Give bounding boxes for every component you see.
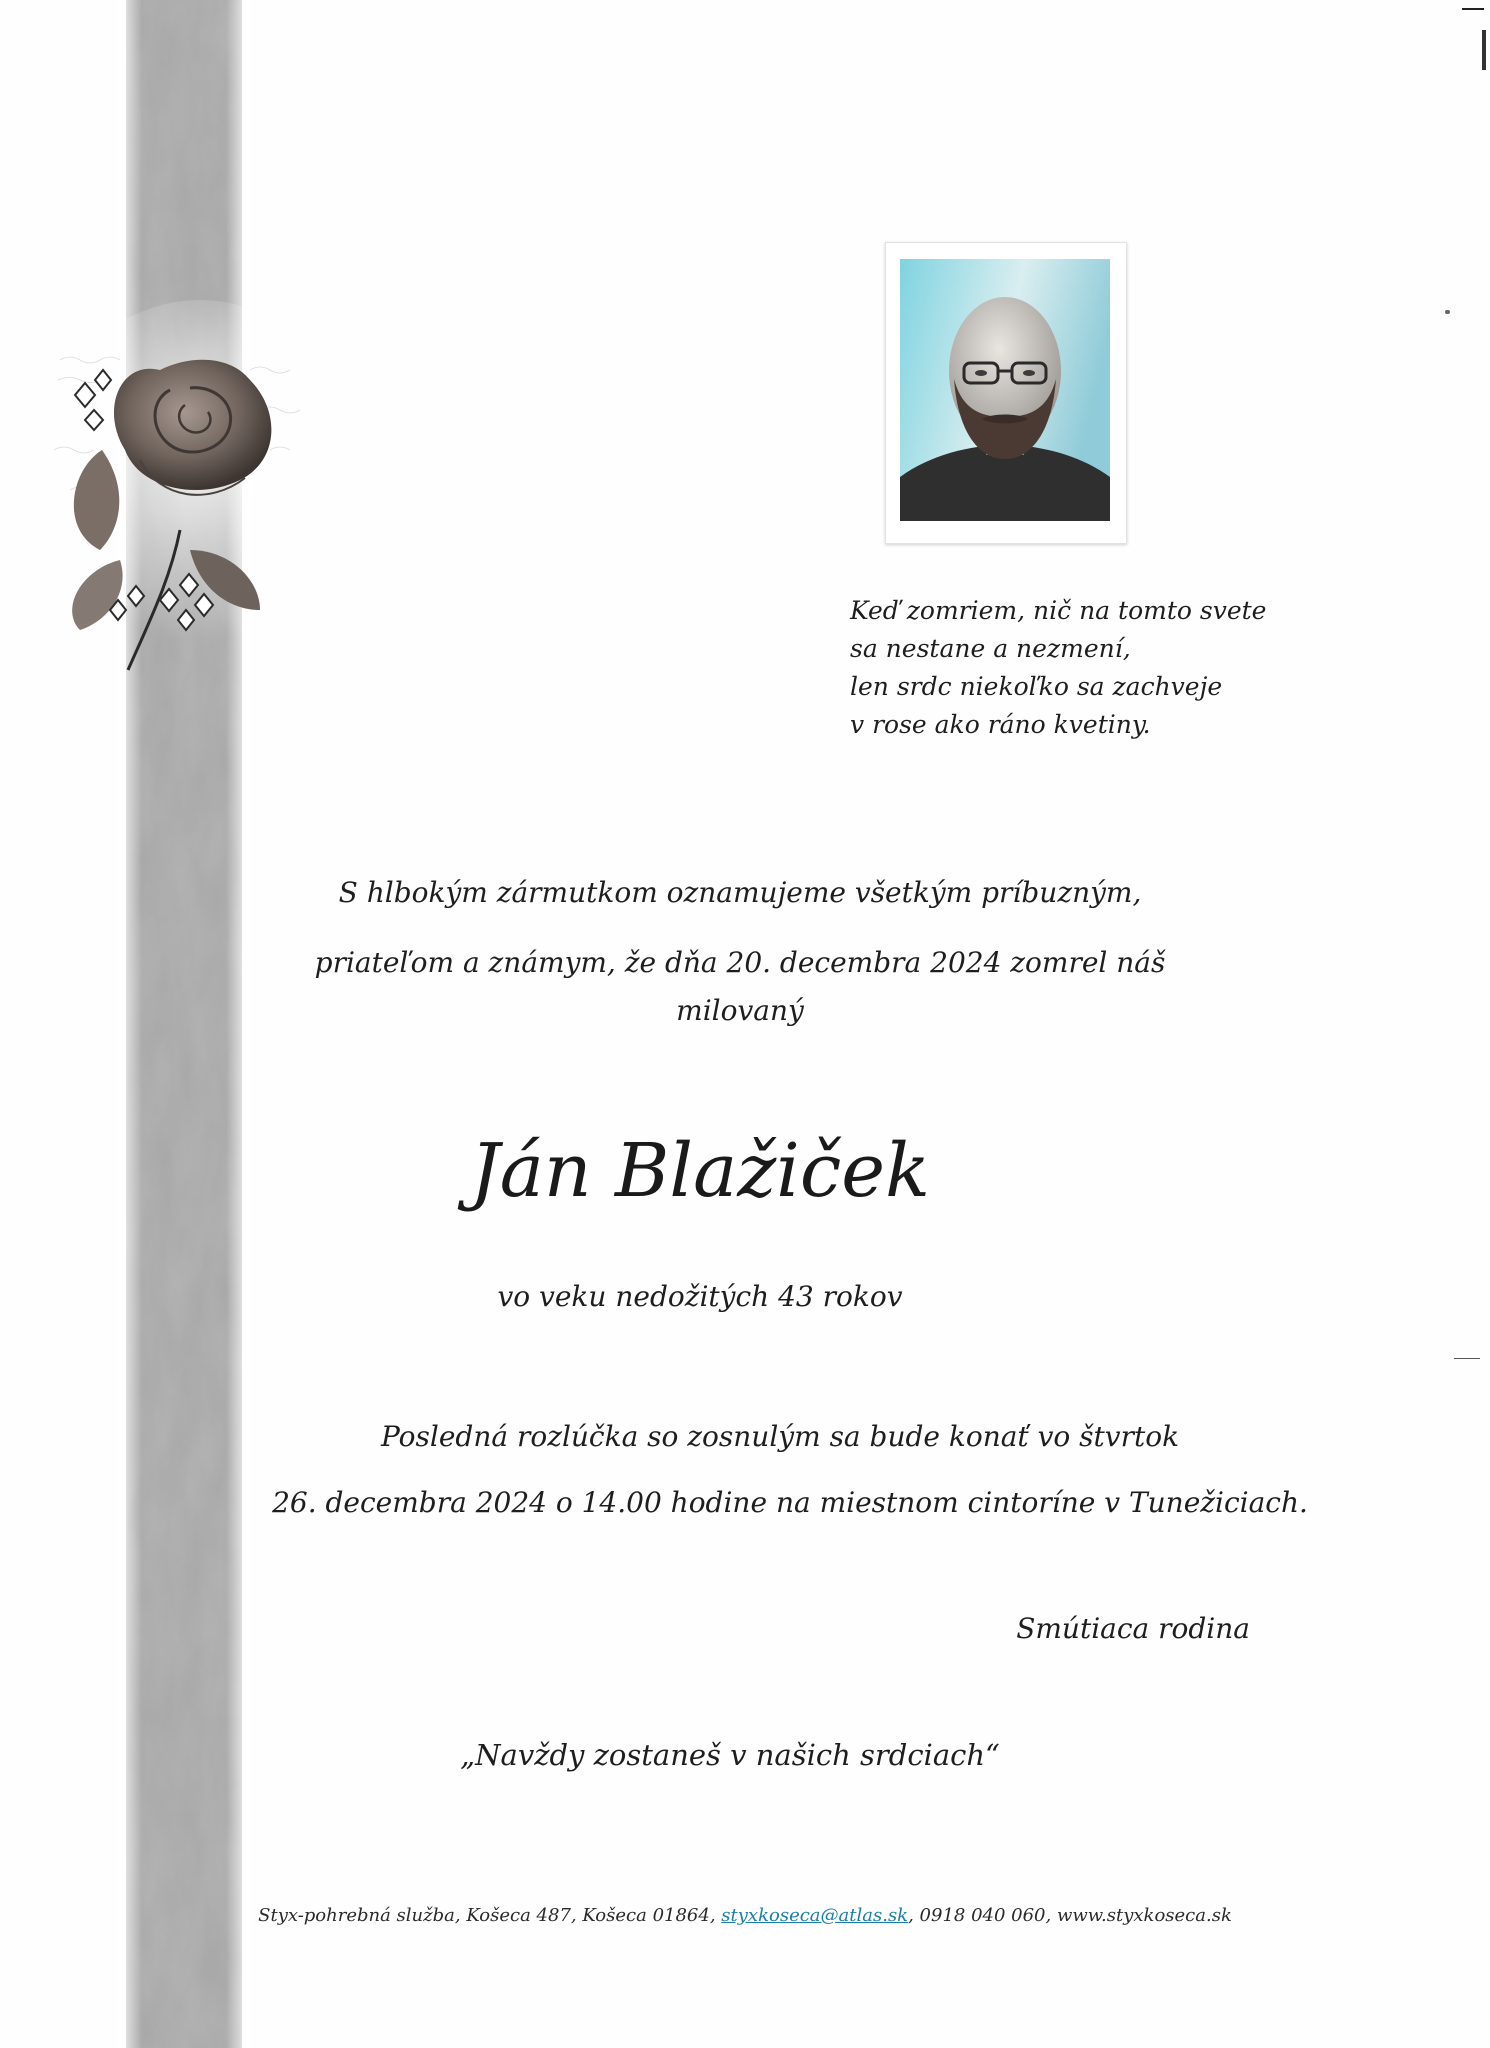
announcement-line: milovaný: [676, 994, 804, 1027]
poem-line: len srdc niekoľko sa zachveje: [850, 672, 1223, 701]
poem-line: v rose ako ráno kvetiny.: [850, 710, 1151, 739]
footer-suffix: , 0918 040 060, www.styxkoseca.sk: [908, 1905, 1232, 1926]
funeral-info-line: Posledná rozlúčka so zosnulým sa bude konať vo štvrtok: [380, 1420, 1180, 1453]
funeral-info-line: 26. decembra 2024 o 14.00 hodine na miestnom cintoríne v Tunežiciach.: [272, 1486, 1308, 1519]
scan-edge-mark: [1454, 1358, 1480, 1359]
scan-edge-mark: [1462, 8, 1484, 10]
portrait-photo-icon: [900, 259, 1110, 521]
announcement-line: S hlbokým zármutkom oznamujeme všetkým príbuzným,: [338, 876, 1142, 909]
deceased-name: Ján Blažiček: [470, 1128, 930, 1214]
footer-prefix: Styx-pohrebná služba, Košeca 487, Košeca 01864,: [258, 1905, 716, 1926]
announcement-line: priateľom a známym, že dňa 20. decembra 2024 zomrel náš: [314, 946, 1166, 979]
poem-line: Keď zomriem, nič na tomto svete: [850, 596, 1267, 625]
portrait-frame: [885, 242, 1127, 544]
rose-icon: [40, 300, 360, 680]
deceased-age: vo veku nedožitých 43 rokov: [497, 1280, 903, 1313]
family-signature: Smútiaca rodina: [1016, 1612, 1250, 1645]
poem: [850, 592, 1266, 744]
scan-edge-mark: [1482, 30, 1486, 70]
poem-line: sa nestane a nezmení,: [850, 634, 1131, 663]
motto: „Navždy zostaneš v našich srdciach“: [460, 1738, 1000, 1772]
scan-speck: [1445, 310, 1450, 314]
funeral-service-footer: [200, 1905, 1290, 1926]
footer-email-link[interactable]: styxkoseca@atlas.sk: [721, 1905, 909, 1926]
